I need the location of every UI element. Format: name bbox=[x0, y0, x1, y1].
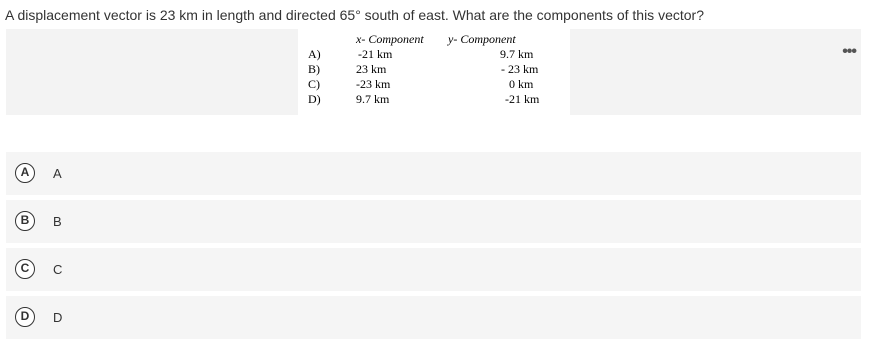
figure-option-letter: A) bbox=[308, 47, 321, 61]
figure-x-value: -23 km bbox=[356, 77, 391, 91]
more-options-icon[interactable]: ••• bbox=[842, 43, 856, 60]
question-text: A displacement vector is 23 km in length and directed 65° south of east. What are the components of this vector? bbox=[5, 7, 704, 23]
choice-a-label: A bbox=[53, 166, 62, 181]
figure-y-value: -21 km bbox=[505, 92, 540, 106]
choice-b-bubble-icon[interactable]: B bbox=[15, 211, 35, 231]
choice-a-bubble-icon[interactable]: A bbox=[15, 163, 35, 183]
choice-d-bubble-icon[interactable]: D bbox=[15, 307, 35, 327]
answer-choice-d[interactable] bbox=[6, 296, 861, 339]
choice-c-label: C bbox=[53, 262, 63, 277]
x-component-header: x- Component bbox=[356, 32, 424, 46]
figure-option-letter: B) bbox=[308, 62, 320, 76]
choice-b-label: B bbox=[53, 214, 62, 229]
choice-c-bubble-icon[interactable]: C bbox=[15, 259, 35, 279]
figure-x-value: -21 km bbox=[358, 47, 393, 61]
answer-table-figure bbox=[298, 29, 570, 115]
figure-option-letter: D) bbox=[308, 92, 321, 106]
figure-option-letter: C) bbox=[308, 77, 320, 91]
figure-x-value: 23 km bbox=[356, 62, 387, 76]
choice-d-label: D bbox=[53, 310, 63, 325]
figure-x-value: 9.7 km bbox=[356, 92, 390, 106]
figure-y-value: 9.7 km bbox=[500, 47, 534, 61]
answer-choice-c[interactable] bbox=[6, 248, 861, 291]
answer-choice-a[interactable] bbox=[6, 152, 861, 195]
y-component-header: y- Component bbox=[448, 32, 516, 46]
figure-y-value: - 23 km bbox=[501, 62, 539, 76]
figure-y-value: 0 km bbox=[509, 77, 534, 91]
answer-choice-b[interactable] bbox=[6, 200, 861, 243]
